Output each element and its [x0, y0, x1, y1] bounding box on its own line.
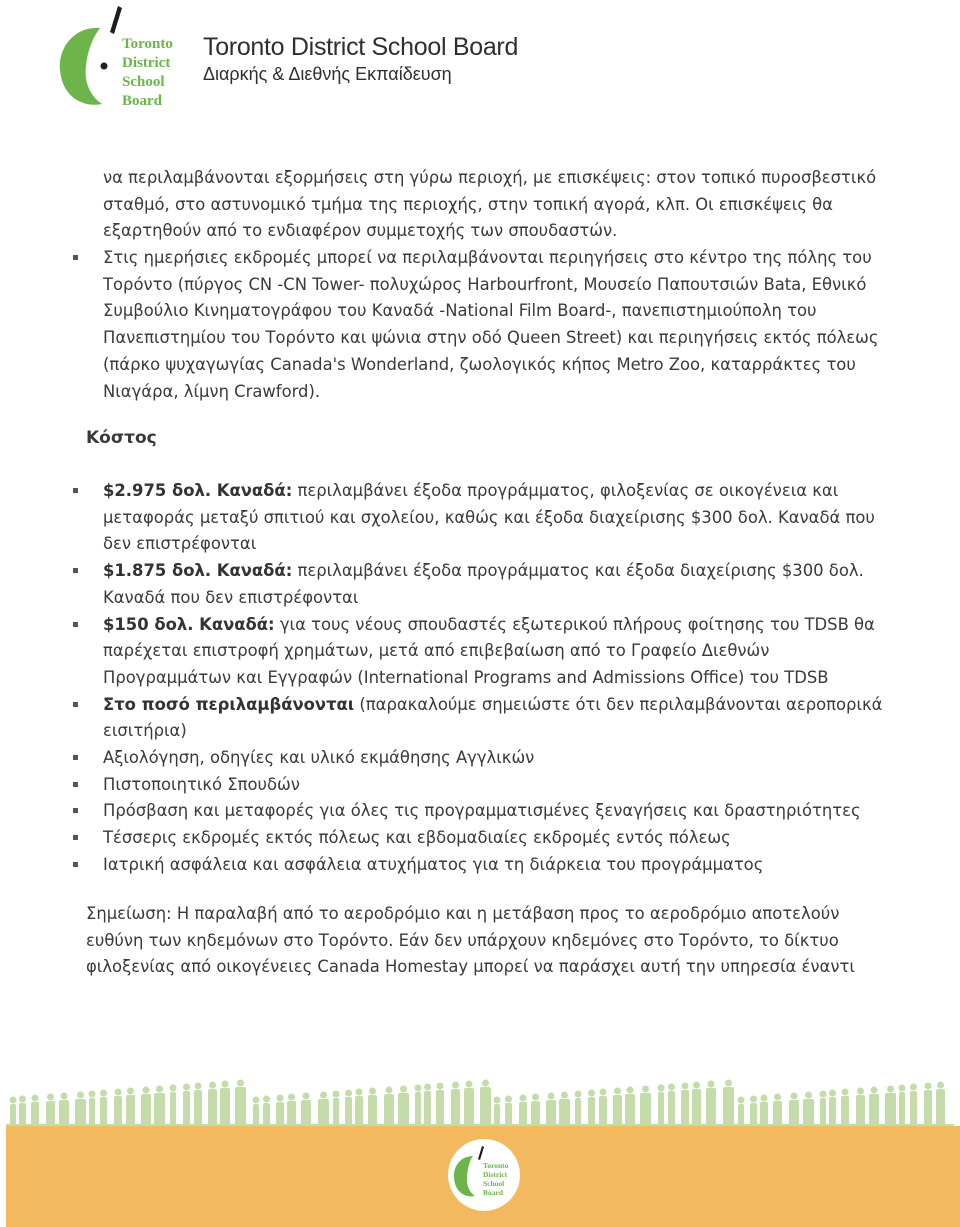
bullet-marker	[73, 782, 78, 787]
list-item	[0, 825, 893, 852]
silhouette-head	[424, 1084, 431, 1091]
silhouette-body	[398, 1093, 409, 1126]
silhouette-body	[910, 1091, 917, 1126]
silhouette-body	[355, 1096, 363, 1126]
silhouette-body	[789, 1100, 799, 1126]
continued-paragraph: να περιλαμβάνονται εξορμήσεις στη γύρω περιοχή, με επισκέψεις: στον τοπικό πυροσβεστικό σταθμό, στο αστυνομικό τμήμα της περιοχής, στην τοπική αγορά, κλπ. Οι επισκέψεις θα εξαρτηθούν από το ενδιαφέρον συμμετοχής των σπουδαστών.	[103, 168, 877, 241]
silhouette-body	[89, 1098, 95, 1126]
silhouette-body	[333, 1098, 339, 1126]
silhouette-head	[910, 1084, 917, 1091]
silhouette-head	[693, 1082, 700, 1089]
list-item-text: για τους νέους σπουδαστές εξωτερικού πλήρους φοίτησης του TDSB θα παρέχεται επιστροφή χρημάτων, μετά από επιβεβαίωση από το Γραφείο Διεθνών Προγραμμάτων και Εγγραφών (International Programs and Admissions Office) του TDSB	[103, 614, 875, 687]
excursions-list	[0, 245, 960, 405]
bullet-marker	[73, 755, 78, 760]
silhouette-head	[842, 1089, 849, 1096]
silhouette-head	[253, 1097, 260, 1104]
list-item	[0, 612, 893, 692]
silhouette-head	[143, 1087, 150, 1094]
list-item-text: Ιατρική ασφάλεια και ασφάλεια ατυχήματος για τη διάρκεια του προγράμματος	[103, 854, 764, 874]
silhouette-body	[658, 1092, 664, 1126]
silhouette-body	[706, 1088, 716, 1126]
cost-heading: Κόστος	[86, 428, 157, 448]
silhouette-head	[899, 1085, 906, 1092]
silhouette-body	[235, 1087, 246, 1126]
list-item-text: Πρόσβαση και μεταφορές για όλες τις προγραμματισμένες ξεναγήσεις και δραστηριότητες	[103, 801, 861, 821]
silhouette-body	[154, 1093, 165, 1126]
silhouette-body	[869, 1094, 879, 1126]
bullet-marker	[73, 702, 78, 707]
list-item-text: περιλαμβάνει έξοδα προγράμματος και έξοδα διαχείρισης $300 δολ. Καναδά που δεν επιστρέφονται	[103, 561, 864, 607]
footer-logo-text-line-2: District	[483, 1170, 508, 1179]
silhouette-body	[464, 1088, 474, 1126]
silhouette-head	[89, 1091, 96, 1098]
silhouette-body	[480, 1087, 491, 1126]
silhouette-body	[803, 1099, 814, 1126]
silhouette-head	[288, 1094, 295, 1101]
silhouette-body	[75, 1099, 86, 1126]
silhouette-body	[220, 1088, 230, 1126]
cost-list	[0, 478, 960, 879]
silhouette-body	[625, 1094, 635, 1126]
silhouette-head	[738, 1097, 745, 1104]
logo-apple-shape	[60, 28, 102, 105]
logo-text-line-1: Toronto	[122, 36, 173, 52]
silhouette-body	[10, 1104, 16, 1126]
silhouette-head	[386, 1087, 393, 1094]
logo-stem	[110, 6, 122, 34]
silhouette-head	[520, 1095, 527, 1102]
silhouette-head	[61, 1093, 68, 1100]
silhouette-body	[170, 1092, 176, 1126]
footer-people-silhouettes	[0, 1078, 960, 1128]
silhouette-head	[345, 1090, 352, 1097]
header-titles	[203, 32, 518, 86]
silhouette-body	[599, 1096, 607, 1126]
silhouette-head	[356, 1089, 363, 1096]
silhouette-body	[345, 1097, 352, 1126]
silhouette-head	[156, 1086, 163, 1093]
silhouette-head	[32, 1095, 39, 1102]
silhouette-body	[141, 1094, 151, 1126]
org-title: Toronto District School Board	[203, 33, 519, 61]
silhouette-body	[368, 1095, 377, 1126]
silhouette-head	[805, 1092, 812, 1099]
logo-dot	[101, 63, 108, 70]
silhouette-head	[627, 1087, 634, 1094]
silhouette-body	[519, 1102, 527, 1126]
silhouette-body	[415, 1092, 421, 1126]
silhouette-body	[750, 1103, 757, 1126]
silhouette-body	[559, 1099, 570, 1126]
silhouette-head	[871, 1087, 878, 1094]
silhouette-body	[451, 1089, 460, 1126]
bullet-marker	[73, 808, 78, 813]
list-item-bold: $2.975 δολ. Καναδά:	[103, 481, 293, 500]
silhouette-head	[925, 1083, 932, 1090]
silhouette-head	[466, 1081, 473, 1088]
silhouette-body	[692, 1089, 701, 1126]
bullet-marker	[73, 255, 78, 260]
silhouette-head	[100, 1090, 107, 1097]
silhouette-head	[263, 1096, 270, 1103]
silhouette-body	[640, 1093, 651, 1126]
list-item	[0, 478, 893, 558]
list-item-bold: Στο ποσό περιλαμβάνονται	[103, 694, 355, 714]
silhouette-body	[126, 1095, 135, 1126]
silhouette-head	[614, 1088, 621, 1095]
org-subtitle: Διαρκής & Διεθνής Εκπαίδευση	[203, 64, 452, 84]
silhouette-head	[277, 1095, 284, 1102]
silhouette-head	[750, 1096, 757, 1103]
silhouette-body	[436, 1090, 444, 1126]
silhouette-head	[774, 1094, 781, 1101]
silhouette-body	[46, 1101, 55, 1126]
list-item	[0, 692, 893, 745]
silhouette-body	[31, 1102, 39, 1126]
silhouette-head	[561, 1092, 568, 1099]
silhouette-body	[924, 1090, 932, 1126]
list-item	[0, 772, 893, 799]
list-item-bold: $150 δολ. Καναδά:	[103, 614, 275, 634]
silhouette-body	[588, 1097, 595, 1126]
silhouette-body	[318, 1099, 329, 1126]
list-item	[0, 558, 893, 611]
silhouette-body	[668, 1091, 675, 1126]
silhouette-body	[183, 1091, 190, 1126]
silhouette-head	[829, 1090, 836, 1097]
list-item-text: Στις ημερήσιες εκδρομές μπορεί να περιλαμβάνονται περιηγήσεις στο κέντρο της πόλης του Τορόντο (πύργος CN -CN Tower- πολυχώρος Harbourfront, Μουσείο Παπουτσιών Bata, Εθνικό Συμβούλιο Κινηματογράφου του Καναδά -National Film Board-, πανεπιστημιούπολη του Πανεπιστημίου του Τορόντο και ψώνια στην οδό Queen Street) και περιηγήσεις εκτός πόλεως (πάρκο ψυχαγωγίας Canada's Wonderland, ζωολογικός κήπος Metro Zoo, καταρράκτες του Νιαγάρα, λίμνη Crawford).	[103, 248, 879, 401]
silhouette-body	[494, 1104, 500, 1126]
silhouette-head	[209, 1082, 216, 1089]
silhouette-body	[194, 1090, 202, 1126]
silhouette-body	[546, 1100, 556, 1126]
footer-logo-text-line-1: Toronto	[483, 1161, 509, 1170]
silhouette-body	[856, 1095, 865, 1126]
silhouette-body	[208, 1089, 217, 1126]
silhouette-head	[437, 1083, 444, 1090]
silhouette-body	[114, 1096, 122, 1126]
silhouette-head	[369, 1088, 376, 1095]
silhouette-head	[548, 1093, 555, 1100]
bullet-marker	[73, 835, 78, 840]
silhouette-head	[237, 1080, 244, 1087]
silhouette-head	[195, 1083, 202, 1090]
silhouette-body	[505, 1103, 512, 1126]
silhouette-head	[482, 1080, 489, 1087]
tdsb-logo	[56, 4, 184, 110]
silhouette-head	[682, 1083, 689, 1090]
footer-logo	[447, 1138, 521, 1212]
silhouette-head	[600, 1089, 607, 1096]
silhouette-head	[505, 1096, 512, 1103]
list-item-bold: $1.875 δολ. Καναδά:	[103, 561, 293, 581]
list-item-text: (παρακαλούμε σημειώστε ότι δεν περιλαμβάνονται αεροπορικά εισιτήρια)	[103, 694, 883, 741]
silhouette-head	[320, 1092, 327, 1099]
silhouette-body	[276, 1102, 284, 1126]
silhouette-head	[183, 1084, 190, 1091]
logo-text-line-3: School	[122, 74, 165, 90]
silhouette-body	[738, 1104, 744, 1126]
silhouette-body	[575, 1098, 581, 1126]
silhouette-head	[170, 1085, 177, 1092]
silhouette-body	[287, 1101, 296, 1126]
silhouette-body	[424, 1091, 431, 1126]
list-item	[0, 798, 893, 825]
list-item-text: Τέσσερις εκδρομές εκτός πόλεως και εβδομαδιαίες εκδρομές εντός πόλεως	[103, 828, 731, 848]
footer-logo-text-line-3: School	[483, 1179, 505, 1188]
airport-note: Σημείωση: Η παραλαβή από το αεροδρόμιο και η μετάβαση προς το αεροδρόμιο αποτελούν ευθύνη των κηδεμόνων στο Τορόντο. Εάν δεν υπάρχουν κηδεμόνες στο Τορόντο, το δίκτυο φιλοξενίας από οικογένειες Canada Homestay μπορεί να παράσχει αυτή την υπηρεσία έναντι	[86, 904, 855, 977]
silhouette-body	[59, 1100, 69, 1126]
silhouette-head	[400, 1086, 407, 1093]
silhouette-body	[885, 1093, 896, 1126]
silhouette-body	[253, 1104, 259, 1126]
logo-text-line-4: Board	[122, 93, 163, 109]
list-item	[0, 245, 893, 405]
silhouette-head	[10, 1097, 17, 1104]
silhouette-head	[19, 1096, 26, 1103]
silhouette-head	[77, 1092, 84, 1099]
bullet-marker	[73, 622, 78, 627]
silhouette-head	[820, 1091, 827, 1098]
silhouette-head	[791, 1093, 798, 1100]
silhouette-head	[575, 1091, 582, 1098]
silhouette-head	[761, 1095, 768, 1102]
silhouette-head	[127, 1088, 134, 1095]
silhouette-head	[415, 1085, 422, 1092]
silhouette-head	[115, 1089, 122, 1096]
silhouette-body	[531, 1101, 540, 1126]
list-item-text: Αξιολόγηση, οδηγίες και υλικό εκμάθησης Αγγλικών	[103, 748, 535, 768]
silhouette-body	[936, 1089, 945, 1126]
silhouette-body	[681, 1090, 689, 1126]
silhouette-body	[384, 1094, 394, 1126]
silhouette-head	[222, 1081, 229, 1088]
silhouette-head	[668, 1084, 675, 1091]
silhouette-head	[494, 1097, 501, 1104]
silhouette-body	[760, 1102, 768, 1126]
list-item	[0, 852, 893, 879]
silhouette-head	[642, 1086, 649, 1093]
silhouette-head	[452, 1082, 459, 1089]
silhouette-body	[723, 1087, 734, 1126]
silhouette-head	[532, 1094, 539, 1101]
silhouette-body	[899, 1092, 905, 1126]
silhouette-head	[658, 1085, 665, 1092]
silhouette-body	[820, 1098, 826, 1126]
silhouette-head	[887, 1086, 894, 1093]
list-item	[0, 745, 893, 772]
silhouette-body	[100, 1097, 107, 1126]
list-item-text: περιλαμβάνει έξοδα προγράμματος, φιλοξενίας σε οικογένεια και μεταφοράς μεταξύ σπιτιού και σχολείου, καθώς και έξοδα διαχείρισης $300 δολ. Καναδά που δεν επιστρέφονται	[103, 481, 875, 554]
silhouette-head	[708, 1081, 715, 1088]
silhouette-head	[333, 1091, 340, 1098]
silhouette-head	[47, 1094, 54, 1101]
silhouette-body	[263, 1103, 270, 1126]
bullet-marker	[73, 568, 78, 573]
silhouette-head	[588, 1090, 595, 1097]
silhouette-body	[19, 1103, 26, 1126]
silhouette-body	[773, 1101, 782, 1126]
logo-text-line-2: District	[122, 55, 171, 71]
bullet-marker	[73, 488, 78, 493]
silhouette-body	[613, 1095, 622, 1126]
silhouette-head	[937, 1082, 944, 1089]
silhouette-body	[829, 1097, 836, 1126]
silhouette-head	[303, 1093, 310, 1100]
silhouette-body	[301, 1100, 311, 1126]
bullet-marker	[73, 862, 78, 867]
list-item-text: Πιστοποιητικό Σπουδών	[103, 774, 300, 794]
silhouette-body	[841, 1096, 849, 1126]
footer-logo-text-line-4: Board	[483, 1188, 504, 1197]
silhouette-head	[725, 1080, 732, 1087]
silhouette-head	[857, 1088, 864, 1095]
